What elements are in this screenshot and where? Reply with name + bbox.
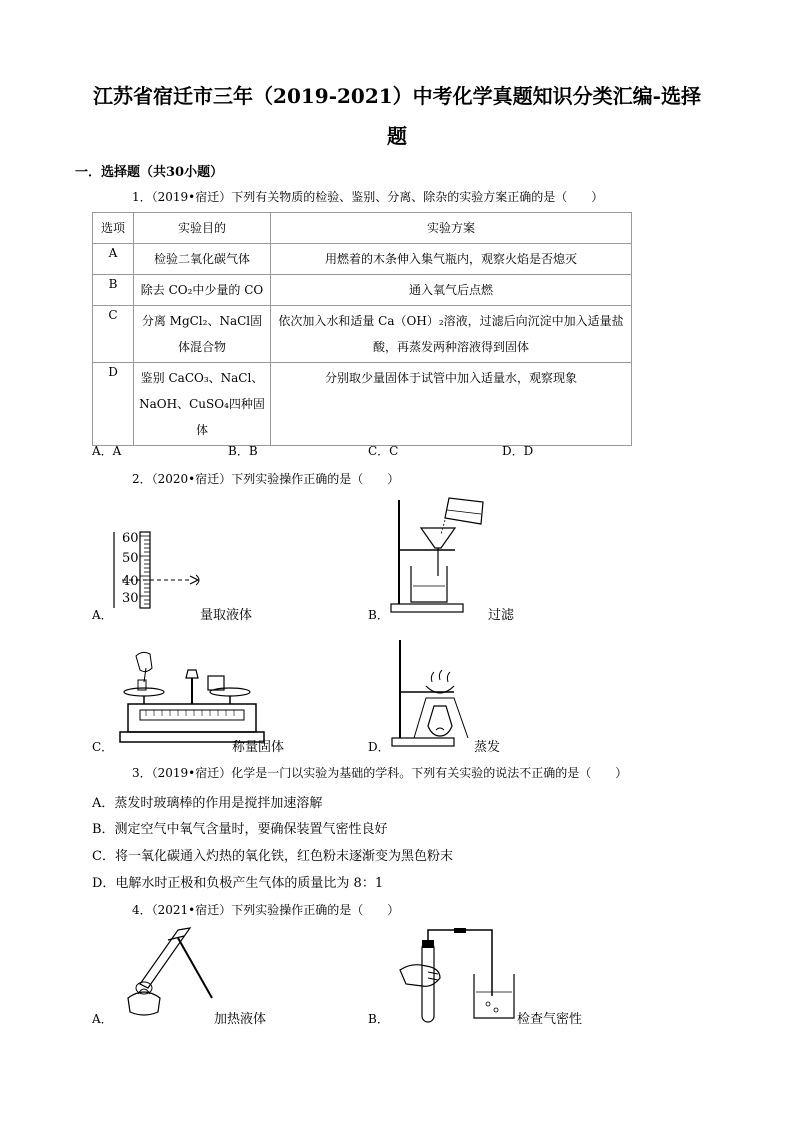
q2-option-d-label: 蒸发: [474, 740, 501, 755]
q1-table: [92, 212, 632, 446]
tick-label: 30: [122, 591, 139, 606]
table-cell: C: [93, 306, 134, 363]
table-cell: 检验二氧化碳气体: [134, 244, 271, 275]
q1-choice-b: B．B: [228, 444, 258, 458]
q2-option-c-letter: C．: [92, 740, 114, 754]
q2-option-b-letter: B．: [368, 608, 389, 622]
q3-option-a: A．蒸发时玻璃棒的作用是搅拌加速溶解: [92, 796, 323, 811]
table-cell: 除去 CO₂中少量的 CO: [134, 275, 271, 306]
q2-option-a-label: 量取液体: [200, 608, 253, 623]
table-header: 选项: [93, 213, 134, 244]
q4-option-a-label: 加热液体: [214, 1012, 267, 1027]
q4-option-b-letter: B．: [368, 1012, 389, 1026]
table-row: [93, 275, 632, 306]
table-cell: 用燃着的木条伸入集气瓶内，观察火焰是否熄灭: [271, 244, 632, 275]
table-header: 实验方案: [271, 213, 632, 244]
q2-option-c-label: 称量固体: [232, 740, 285, 755]
section-heading: 一．选择题（共30小题）: [75, 165, 224, 180]
table-cell: D: [93, 363, 134, 446]
page-title: 江苏省宿迁市三年（2019-2021）中考化学真题知识分类汇编-选择: [93, 84, 701, 108]
table-cell: 分别取少量固体于试管中加入适量水，观察现象: [271, 363, 632, 446]
q3-stem: 3．（2019•宿迁）化学是一门以实验为基础的学科。下列有关实验的说法不正确的是（ ）: [132, 766, 628, 780]
q2-option-a-letter: A．: [92, 608, 113, 622]
table-cell: 依次加入水和适量 Ca（OH）₂溶液，过滤后向沉淀中加入适量盐酸，再蒸发两种溶液得到固体: [271, 306, 632, 363]
q4-option-a-letter: A．: [92, 1012, 113, 1026]
q3-option-b: B．测定空气中氧气含量时，要确保装置气密性良好: [92, 822, 388, 837]
tick-label: 50: [122, 551, 139, 566]
table-header: 实验目的: [134, 213, 271, 244]
tick-label: 60: [122, 531, 139, 546]
q2-stem: 2．（2020•宿迁）下列实验操作正确的是（ ）: [132, 472, 400, 486]
q4-stem: 4．（2021•宿迁）下列实验操作正确的是（ ）: [132, 903, 400, 917]
airtightness-check-illustration: [392, 926, 522, 1026]
q3-option-d: D．电解水时正极和负极产生气体的质量比为 8：1: [92, 876, 384, 891]
tick-label: 40: [122, 574, 139, 589]
table-cell: 鉴别 CaCO₃、NaCl、NaOH、CuSO₄四种固体: [134, 363, 271, 446]
table-cell: 通入氧气后点燃: [271, 275, 632, 306]
table-cell: 分离 MgCl₂、NaCl固体混合物: [134, 306, 271, 363]
table-row: [93, 306, 632, 363]
table-row: [93, 244, 632, 275]
q2-option-b-label: 过滤: [488, 608, 515, 623]
q1-choice-a: A．A: [92, 444, 122, 458]
q1-choice-c: C．C: [368, 444, 399, 458]
page-title-continued: 题: [387, 124, 407, 148]
q4-option-b-label: 检查气密性: [517, 1012, 583, 1027]
q3-option-c: C．将一氧化碳通入灼热的氧化铁，红色粉末逐渐变为黑色粉末: [92, 849, 453, 864]
heating-liquid-illustration: [118, 926, 218, 1026]
table-row: [93, 363, 632, 446]
table-cell: B: [93, 275, 134, 306]
table-cell: A: [93, 244, 134, 275]
evaporation-illustration: [388, 636, 478, 748]
filtration-illustration: [385, 496, 495, 614]
balance-illustration: [116, 648, 266, 748]
q1-stem: 1．（2019•宿迁）下列有关物质的检验、鉴别、分离、除杂的实验方案正确的是（ ）: [132, 190, 604, 204]
q2-option-d-letter: D．: [368, 740, 390, 754]
q1-choice-d: D．D: [502, 444, 534, 458]
